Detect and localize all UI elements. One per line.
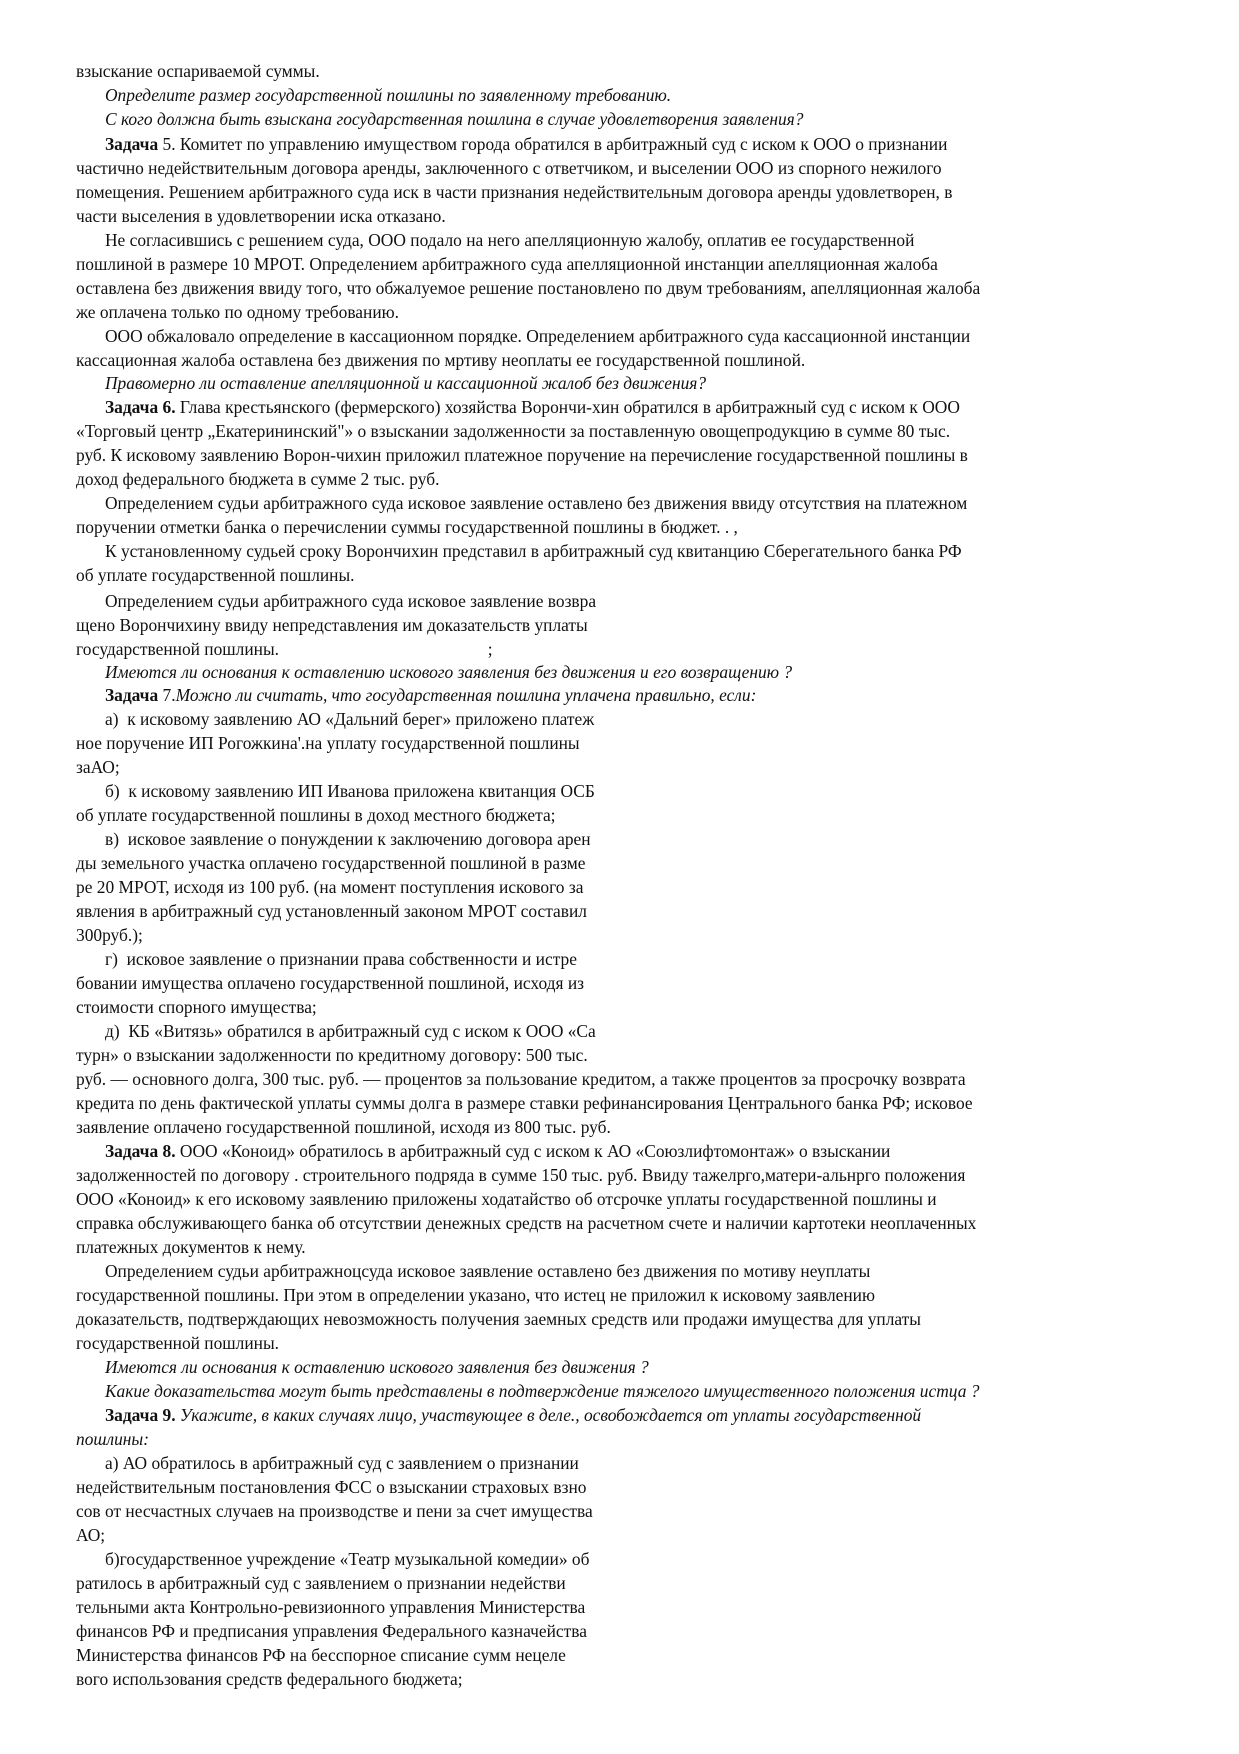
- text-line: государственной пошлины. ;: [76, 639, 493, 659]
- text-line: Министерства финансов РФ на бесспорное списание сумм нецеле: [76, 1645, 566, 1665]
- task-label: Задача 6.: [105, 397, 176, 417]
- text-line: ре 20 МРОТ, исходя из 100 руб. (на момент поступления искового за: [76, 877, 584, 897]
- question-line: Какие доказательства могут быть представлены в подтверждение тяжелого имущественного положения истца ?: [105, 1381, 980, 1401]
- task-label: Задача: [105, 685, 159, 705]
- question-line: Правомерно ли оставление апелляционной и кассационной жалоб без движения?: [105, 373, 707, 393]
- text-line: Не согласившись с решением суда, ООО подало на него апелляционную жалобу, оплатив ее государственной: [105, 230, 915, 250]
- text-line: стоимости спорного имущества;: [76, 997, 317, 1017]
- question-line: Имеются ли основания к оставлению искового заявления без движения ?: [105, 1357, 649, 1377]
- text-line: об уплате государственной пошлины.: [76, 565, 355, 585]
- text-line: доказательств, подтверждающих невозможность получения заемных средств или продажи имущества для уплаты: [76, 1309, 921, 1329]
- text-line: справка обслуживающего банка об отсутствии денежных средств на расчетном счете и наличии картотеки неоплаченных: [76, 1213, 977, 1233]
- text-line: пошлиной в размере 10 МРОТ. Определением арбитражного суда апелляционной инстанции апелляционная жалоба: [76, 254, 938, 274]
- text-line: щено Ворончихину ввиду непредставления им доказательств уплаты: [76, 615, 588, 635]
- text-line: Определением судьи арбитражного суда исковое заявление возвра: [105, 591, 597, 611]
- text-line: финансов РФ и предписания управления Федерального казначейства: [76, 1621, 587, 1641]
- list-item: а) АО обратилось в арбитражный суд с заявлением о признании: [105, 1453, 579, 1473]
- text-line: К установленному судьей сроку Ворончихин представил в арбитражный суд квитанцию Сберегательного банка РФ: [105, 541, 962, 561]
- text-line: АО;: [76, 1525, 106, 1545]
- text-line: турн» о взыскании задолженности по кредитному договору: 500 тыс.: [76, 1045, 588, 1065]
- list-item: г) исковое заявление о признании права собственности и истре: [105, 949, 577, 969]
- task-question: Можно ли считать, что государственная пошлина уплачена правильно, если:: [175, 685, 757, 705]
- text-line: ное поручение ИП Рогожкина'.на уплату государственной пошлины: [76, 733, 580, 753]
- list-item: в) исковое заявление о понуждении к заключению договора арен: [105, 829, 591, 849]
- task-label: Задача 9.: [105, 1405, 176, 1425]
- task-text: ООО «Коноид» обратилось в арбитражный суд с иском к АО «Союзлифтомонтаж» о взыскании: [175, 1141, 891, 1161]
- text-line: бовании имущества оплачено государственной пошлиной, исходя из: [76, 973, 585, 993]
- text-line: заАО;: [76, 757, 120, 777]
- text-line: кредита по день фактической уплаты суммы долга в размере ставки рефинансирования Центрального банка РФ; исковое: [76, 1093, 973, 1113]
- text-line: «Торговый центр „Екатерининский"» о взыскании задолженности за поставленную овощепродукцию в сумме 80 тыс.: [76, 421, 951, 441]
- task-7-heading: [105, 684, 756, 706]
- text-line: взыскание оспариваемой суммы.: [76, 61, 320, 81]
- task-text: 5. Комитет по управлению имуществом города обратился в арбитражный суд с иском к ООО о признании: [158, 134, 948, 154]
- task-text: 7.: [158, 685, 176, 705]
- text-line: платежных документов к нему.: [76, 1237, 306, 1257]
- text-line: же оплачена только по одному требованию.: [76, 302, 399, 322]
- list-item: б) к исковому заявлению ИП Иванова приложена квитанция ОСБ: [105, 781, 595, 801]
- text-line: помещения. Решением арбитражного суда иск в части признания недействительным договора аренды удовлетворен, в: [76, 182, 953, 202]
- text-line: ратилось в арбитражный суд с заявлением о признании недействи: [76, 1573, 566, 1593]
- task-text: Глава крестьянского (фермерского) хозяйства Ворончи-хин обратился в арбитражный суд с иском к ООО: [175, 397, 960, 417]
- text-line: доход федерального бюджета в сумме 2 тыс. руб.: [76, 469, 440, 489]
- text-line: руб. — основного долга, 300 тыс. руб. — процентов за пользование кредитом, а также процентов за просрочку возврата: [76, 1069, 966, 1089]
- question-line: пошлины:: [76, 1429, 149, 1449]
- question-line: Определите размер государственной пошлины по заявленному требованию.: [105, 85, 672, 105]
- task-5-heading: [105, 133, 947, 155]
- text-line: явления в арбитражный суд установленный законом МРОТ составил: [76, 901, 587, 921]
- list-item: д) КБ «Витязь» обратился в арбитражный суд с иском к ООО «Са: [105, 1021, 596, 1041]
- text-line: ды земельного участка оплачено государственной пошлиной в разме: [76, 853, 586, 873]
- text-line: ООО «Коноид» к его исковому заявлению приложены ходатайство об отсрочке уплаты государственной пошлины и: [76, 1189, 937, 1209]
- text-line: тельными акта Контрольно-ревизионного управления Министерства: [76, 1597, 586, 1617]
- text-line: кассационная жалоба оставлена без движения по мртиву неоплаты ее государственной пошлиной.: [76, 350, 806, 370]
- list-item: а) к исковому заявлению АО «Дальний берег» приложено платеж: [105, 709, 595, 729]
- task-question: Укажите, в каких случаях лицо, участвующее в деле., освобождается от уплаты государственной: [175, 1405, 922, 1425]
- text-line: поручении отметки банка о перечислении суммы государственной пошлины в бюджет. . ,: [76, 517, 738, 537]
- text-line: ООО обжаловало определение в кассационном порядке. Определением арбитражного суда кассационной инстанции: [105, 326, 971, 346]
- task-8-heading: [105, 1140, 890, 1162]
- text-line: государственной пошлины. При этом в определении указано, что истец не приложил к исковому заявлению: [76, 1285, 875, 1305]
- question-line: С кого должна быть взыскана государственная пошлина в случае удовлетворения заявления?: [105, 109, 804, 129]
- text-line: руб. К исковому заявлению Ворон-чихин приложил платежное поручение на перечисление государственной пошлины в: [76, 445, 968, 465]
- list-item: б)государственное учреждение «Театр музыкальной комедии» об: [105, 1549, 590, 1569]
- task-label: Задача: [105, 134, 159, 154]
- task-label: Задача 8.: [105, 1141, 176, 1161]
- text-line: недействительным постановления ФСС о взыскании страховых взно: [76, 1477, 587, 1497]
- task-9-heading: [105, 1404, 921, 1426]
- text-line: государственной пошлины.: [76, 1333, 280, 1353]
- text-line: вого использования средств федерального бюджета;: [76, 1669, 463, 1689]
- text-line: Определением судьи арбитражного суда исковое заявление оставлено без движения ввиду отсутствия на платежном: [105, 493, 968, 513]
- text-line: оставлена без движения ввиду того, что обжалуемое решение постановлено по двум требованиям, апелляционная жалоба: [76, 278, 981, 298]
- text-line: задолженностей по договору . строительного подряда в сумме 150 тыс. руб. Ввиду тажелрго,матери-альнрго положения: [76, 1165, 966, 1185]
- question-line: Имеются ли основания к оставлению искового заявления без движения и его возвращению ?: [105, 662, 793, 682]
- task-6-heading: [105, 396, 960, 418]
- text-line: части выселения в удовлетворении иска отказано.: [76, 206, 446, 226]
- text-line: 300руб.);: [76, 925, 143, 945]
- text-line: Определением судьи арбитражноцсуда исковое заявление оставлено без движения по мотиву неуплаты: [105, 1261, 871, 1281]
- text-line: об уплате государственной пошлины в доход местного бюджета;: [76, 805, 556, 825]
- text-line: заявление оплачено государственной пошлиной, исходя из 800 тыс. руб.: [76, 1117, 611, 1137]
- text-line: частично недействительным договора аренды, заключенного с ответчиком, и выселении ООО из спорного нежилого: [76, 158, 942, 178]
- text-line: сов от несчастных случаев на производстве и пени за счет имущества: [76, 1501, 593, 1521]
